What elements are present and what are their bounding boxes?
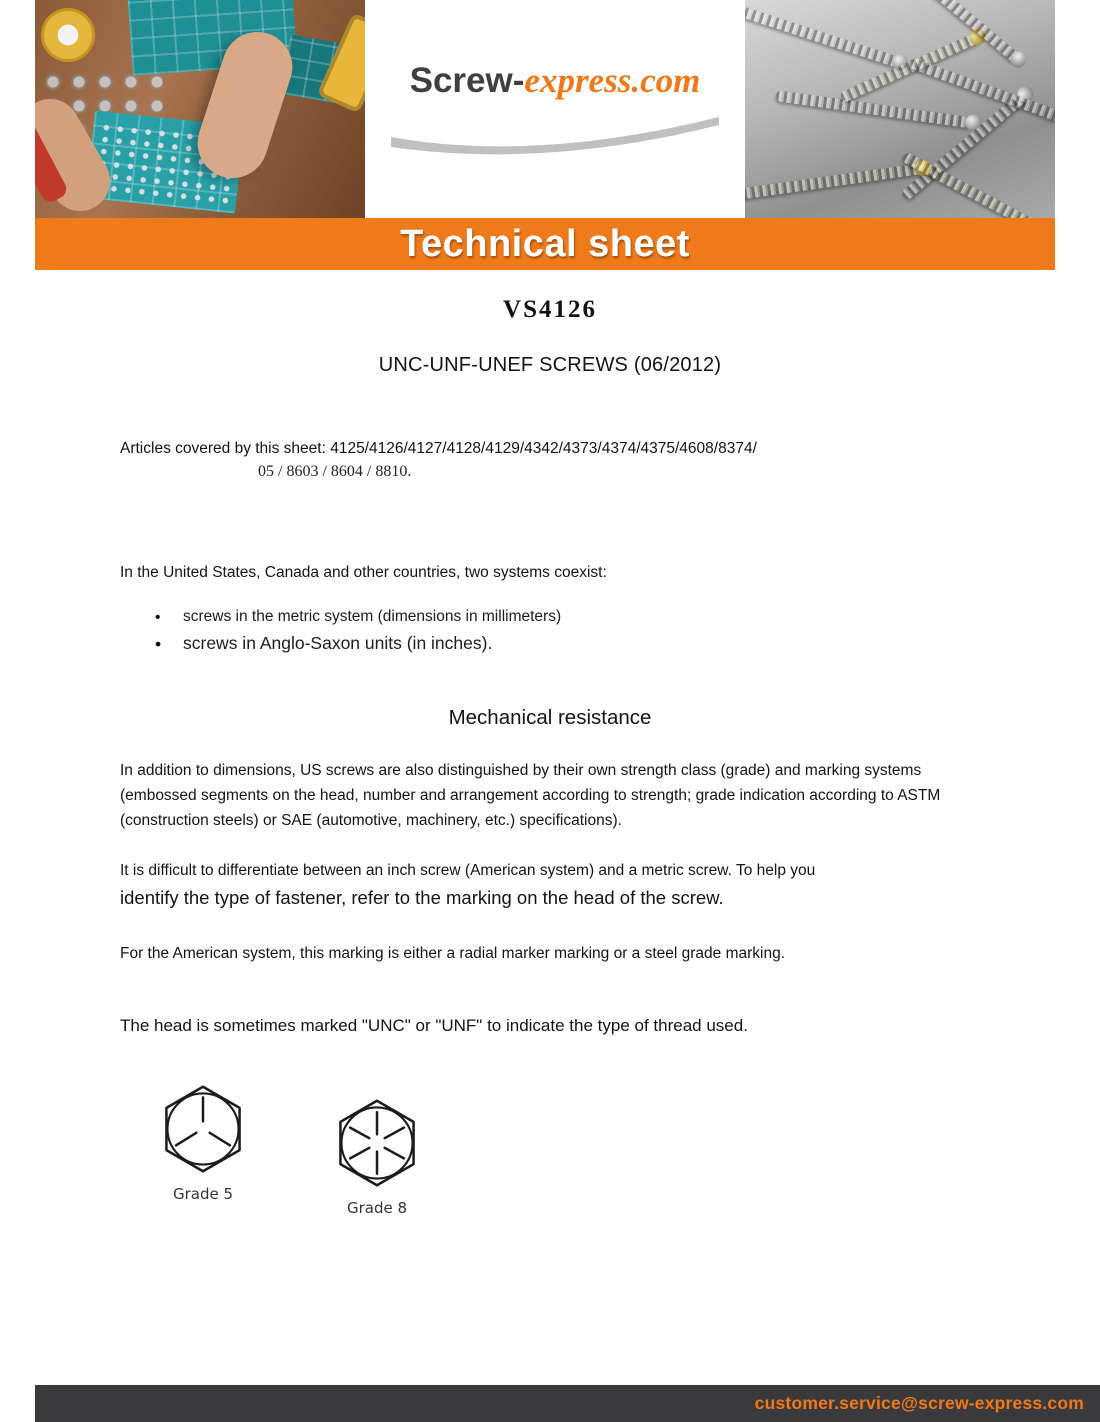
footer: [35, 1385, 1100, 1422]
grade-5-label: Grade 5: [172, 1185, 234, 1204]
sheet-title: UNC-UNF-UNEF SCREWS (06/2012): [378, 354, 722, 376]
customer-service-email: customer.service@screw-express.com: [754, 1393, 1084, 1413]
brand-logo: [410, 61, 701, 101]
paragraph-differentiate-line1: It is difficult to differentiate between an inch screw (American system) and a metric screw. To help you: [120, 861, 816, 879]
articles-covered: [120, 437, 980, 484]
intro-text: In the United States, Canada and other countries, two systems coexist:: [120, 564, 607, 582]
sheet-code: VS4126: [503, 296, 597, 323]
screw-decoration: [745, 2, 902, 68]
measuring-tape-icon: [41, 8, 95, 62]
logo-text-dark: Screw-: [409, 61, 525, 100]
document-body: [0, 270, 1100, 1385]
grade-5-figure: [155, 1079, 251, 1203]
paragraph-differentiate-line2: identify the type of fastener, refer to the marking on the head of the screw.: [120, 886, 724, 908]
logo-text-orange: express.com: [524, 61, 701, 100]
articles-line-2: 05 / 8603 / 8604 / 8810.: [258, 463, 412, 481]
screws-pile-photo: [745, 0, 1055, 218]
logo-area: [365, 0, 745, 218]
list-item-anglo-saxon: • screws in Anglo-Saxon units (in inches).: [155, 633, 980, 654]
paragraph-differentiate: [120, 858, 980, 913]
header: [35, 0, 1055, 218]
list-item-metric: • screws in the metric system (dimensions in millimeters): [155, 608, 980, 626]
articles-line-1: Articles covered by this sheet: 4125/4126/4127/4128/4129/4342/4373/4374/4375/4608/8374/: [120, 440, 757, 457]
screw-decoration: [775, 90, 975, 129]
workbench-photo: [35, 0, 365, 218]
logo-swoosh-icon: [385, 111, 725, 157]
systems-list: [120, 608, 980, 654]
paragraph-american-marking: For the American system, this marking is either a radial marker marking or a steel grade marking.: [120, 944, 786, 962]
grade-8-figure: [329, 1093, 425, 1217]
hex-head-3-radial-marks-icon: [155, 1079, 251, 1179]
banner: [35, 218, 1055, 270]
paragraph-head-marking: The head is sometimes marked "UNC" or "UNF" to indicate the type of thread used.: [120, 1015, 748, 1035]
screw-decoration: [745, 163, 925, 200]
hex-head-6-radial-marks-icon: [329, 1093, 425, 1193]
paragraph-strength-classes: In addition to dimensions, US screws are also distinguished by their own strength class (grade) and marking systems (embossed segments on the head, number and arrangement according to strength; grade indication according to ASTM (construction steels) or SAE (automotive, machinery, etc.) specifications).: [120, 762, 941, 830]
banner-title: Technical sheet: [400, 222, 690, 265]
section-heading: Mechanical resistance: [448, 706, 652, 730]
grade-8-label: Grade 8: [346, 1199, 408, 1218]
grade-markings: [120, 1079, 980, 1217]
